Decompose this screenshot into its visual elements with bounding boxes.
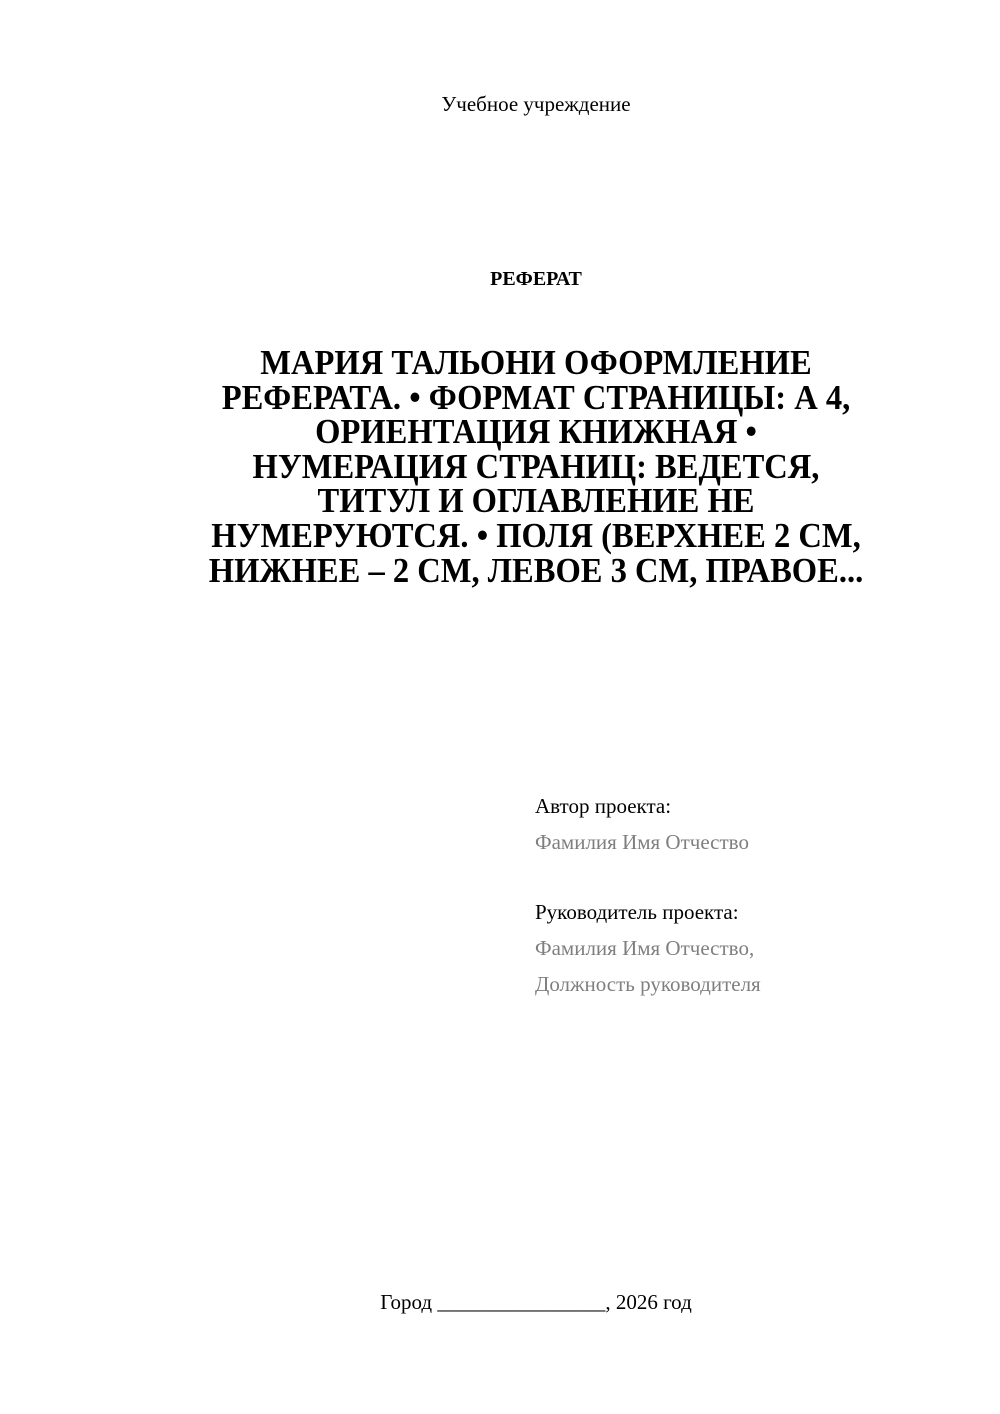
supervisor-label: Руководитель проекта: <box>535 900 739 924</box>
title-line: РЕФЕРАТА. • ФОРМАТ СТРАНИЦЫ: А 4, <box>221 377 851 417</box>
supervisor-name: Фамилия Имя Отчество, <box>535 936 755 960</box>
institution-name: Учебное учреждение <box>441 92 631 116</box>
city-year-line: Город ________________, 2026 год <box>380 1290 692 1314</box>
document-type: РЕФЕРАТ <box>490 268 582 290</box>
title-line: НУМЕРАЦИЯ СТРАНИЦ: ВЕДЕТСЯ, <box>252 446 820 486</box>
title-line: НИЖНЕЕ – 2 СМ, ЛЕВОЕ 3 СМ, ПРАВОЕ... <box>208 550 864 590</box>
title-line: ОРИЕНТАЦИЯ КНИЖНАЯ • <box>315 412 757 452</box>
title-line: НУМЕРУЮТСЯ. • ПОЛЯ (ВЕРХНЕЕ 2 СМ, <box>211 515 861 555</box>
document-title <box>0 343 1000 590</box>
title-line: МАРИЯ ТАЛЬОНИ ОФОРМЛЕНИЕ <box>260 343 812 382</box>
supervisor-position: Должность руководителя <box>535 972 761 996</box>
author-block <box>535 788 749 860</box>
title-line: ТИТУЛ И ОГЛАВЛЕНИЕ НЕ <box>317 481 755 521</box>
supervisor-block <box>535 894 761 1002</box>
author-label: Автор проекта: <box>535 794 672 818</box>
author-name: Фамилия Имя Отчество <box>535 830 749 854</box>
